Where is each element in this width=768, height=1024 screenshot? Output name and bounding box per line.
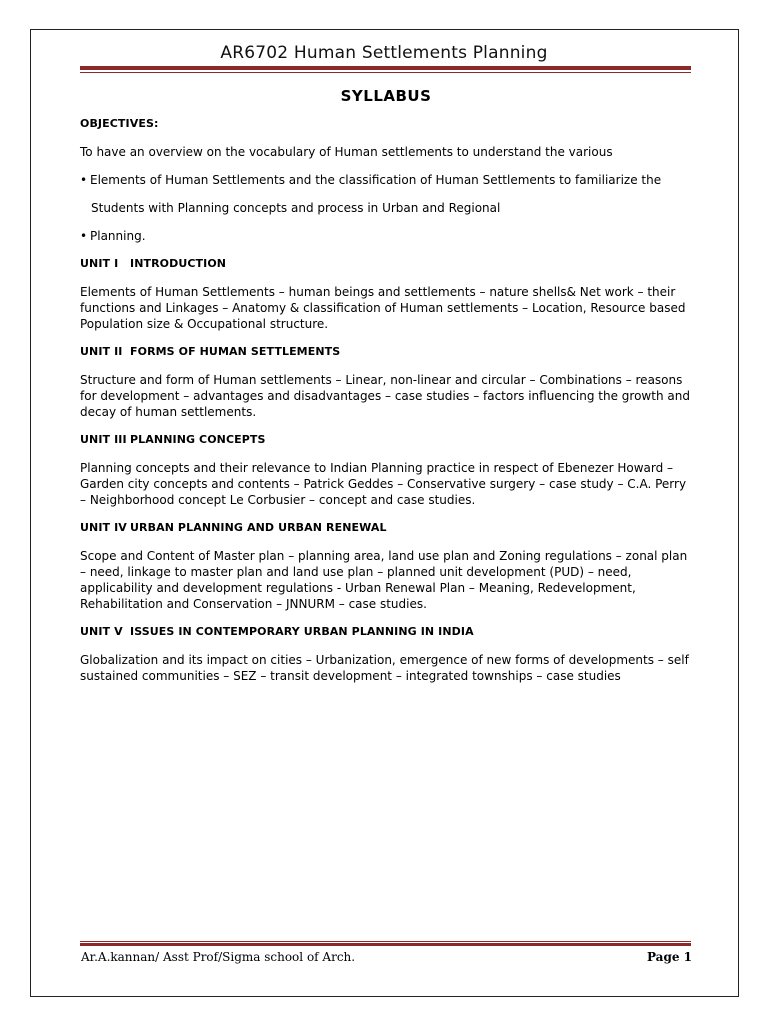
document-body	[80, 88, 692, 696]
page-title: SYLLABUS	[340, 87, 432, 105]
footer-author: Ar.A.kannan/ Asst Prof/Sigma school of Arch.	[81, 950, 356, 964]
footer-rule-thin	[80, 941, 691, 942]
objective-bullet-1-text: Elements of Human Settlements and the classification of Human Settlements to familiarize the	[90, 173, 662, 187]
objective-bullet-1-continuation: Students with Planning concepts and process in Urban and Regional	[91, 201, 501, 215]
unit-3-text: Planning concepts and their relevance to Indian Planning practice in respect of Ebenezer Howard – Garden city concepts and contents – Patrick Geddes – Conservative surgery – case study – C.A. Perry – Neighborhood concept Le Corbusier – concept and case studies.	[80, 461, 687, 507]
bullet-icon: •	[80, 229, 88, 243]
unit-3-heading	[80, 432, 692, 448]
unit-4-heading	[80, 520, 692, 536]
unit-3-number: UNIT III	[80, 433, 127, 446]
unit-4-text: Scope and Content of Master plan – planning area, land use plan and Zoning regulations – zonal plan – need, linkage to master plan and land use plan – planned unit development (PUD) – need, applicability and development regulations - Urban Renewal Plan – Meaning, Redevelopment, Rehabilitation and Conservation – JNNURM – case studies.	[80, 549, 688, 611]
unit-4-number: UNIT IV	[80, 521, 127, 534]
objectives-intro: To have an overview on the vocabulary of Human settlements to understand the various	[80, 145, 613, 159]
unit-2-title: FORMS OF HUMAN SETTLEMENTS	[130, 345, 341, 358]
header-rule-thin	[80, 72, 691, 73]
header-rule-thick	[80, 66, 691, 70]
unit-1-heading	[80, 256, 692, 272]
unit-1-number: UNIT I	[80, 257, 119, 270]
unit-2-heading	[80, 344, 692, 360]
unit-5-text: Globalization and its impact on cities – Urbanization, emergence of new forms of developments – self sustained communities – SEZ – transit development – integrated townships – case studies	[80, 653, 689, 683]
unit-1-title: INTRODUCTION	[130, 257, 227, 270]
unit-1-text: Elements of Human Settlements – human beings and settlements – nature shells& Net work – their functions and Linkages – Anatomy & classification of Human settlements – Location, Resource based Population size & Occupational structure.	[80, 285, 686, 331]
objective-bullet-2-text: Planning.	[90, 229, 146, 243]
bullet-icon: •	[80, 173, 88, 187]
unit-2-text: Structure and form of Human settlements – Linear, non-linear and circular – Combinations – reasons for development – advantages and disadvantages – case studies – factors influencing the growth and decay of human settlements.	[80, 373, 690, 419]
unit-3-title: PLANNING CONCEPTS	[130, 433, 266, 446]
unit-2-number: UNIT II	[80, 345, 123, 358]
page-number: Page 1	[646, 950, 692, 964]
document-header-title: AR6702 Human Settlements Planning	[220, 43, 548, 63]
unit-4-title: URBAN PLANNING AND URBAN RENEWAL	[130, 521, 387, 534]
objective-bullet-1	[80, 172, 692, 188]
unit-5-title: ISSUES IN CONTEMPORARY URBAN PLANNING IN INDIA	[130, 625, 474, 638]
unit-5-number: UNIT V	[80, 625, 123, 638]
objectives-heading: OBJECTIVES:	[80, 117, 159, 130]
footer-rule-thick	[80, 943, 691, 946]
unit-5-heading	[80, 624, 692, 640]
objective-bullet-2	[80, 228, 692, 244]
